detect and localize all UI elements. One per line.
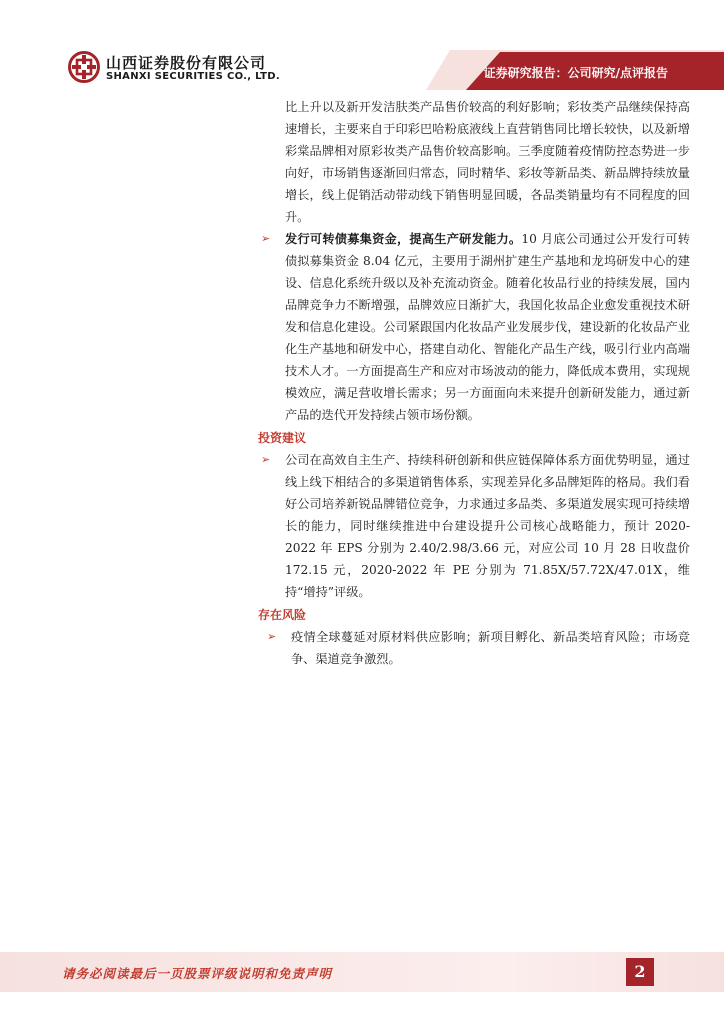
arrow-bullet-icon: ➢: [261, 453, 271, 466]
bullet-item-investment: [258, 449, 690, 603]
report-body: [258, 96, 690, 670]
bullet-lead: 发行可转债募集资金，提高生产研发能力。: [285, 232, 522, 246]
bullet-item-risk: [258, 626, 690, 670]
arrow-bullet-icon: ➢: [261, 232, 271, 245]
report-type-label: 证券研究报告：公司研究/点评报告: [483, 66, 668, 80]
company-logo-icon: [68, 51, 100, 83]
page-header: [0, 0, 724, 100]
page-number: 2: [626, 958, 654, 986]
risk-text: 疫情全球蔓延对原材料供应影响；新项目孵化、新品类培育风险；市场竞争、渠道竞争激烈。: [291, 630, 690, 666]
company-name-en: SHANXI SECURITIES CO., LTD.: [106, 71, 280, 82]
section-title-investment: 投资建议: [258, 431, 307, 445]
disclaimer-text: 请务必阅读最后一页股票评级说明和免责声明: [62, 966, 333, 981]
section-title-risk: 存在风险: [258, 608, 307, 622]
investment-text: 公司在高效自主生产、持续科研创新和供应链保障体系方面优势明显，通过线上线下相结合的多渠道销售体系，实现差异化多品牌矩阵的格局。我们看好公司培养新锐品牌错位竞争，力求通过多品类、多渠道发展实现可持续增长的能力，同时继续推进中台建设提升公司核心战略能力，预计 2020-2022 年 EPS 分别为 2.40/2.98/3.66 元，对应公司 10 月 28 日收盘价 172.15 元，2020-2022 年 PE 分别为 71.85X/57.72X/47.01X，维持“增持”评级。: [285, 453, 690, 599]
bullet-item-convertible-bond: [258, 228, 690, 426]
continued-paragraph: 比上升以及新开发洁肤类产品售价较高的利好影响；彩妆类产品继续保持高速增长，主要来自于印彩巴哈粉底液线上直营销售同比增长较快，以及新增彩棠品牌相对原彩妆类产品售价较高影响。三季度随着疫情防控态势进一步向好，市场销售逐渐回归常态，同时精华、彩妆等新品类、新品牌持续放量增长，线上促销活动带动线下销售明显回暖，各品类销量均有不同程度的回升。: [285, 100, 690, 224]
arrow-bullet-icon: ➢: [267, 630, 277, 643]
company-name-cn: 山西证券股份有限公司: [106, 54, 267, 72]
bullet-body: 10 月底公司通过公开发行可转债拟募集资金 8.04 亿元，主要用于湖州扩建生产基地和龙坞研发中心的建设、信息化系统升级以及补充流动资金。随着化妆品行业的持续发展，国内品牌竞争力不断增强，品牌效应日渐扩大，我国化妆品企业愈发重视技术研发和信息化建设。公司紧跟国内化妆品产业发展步伐，建设新的化妆品产业化生产基地和研发中心，搭建自动化、智能化产品生产线，吸引行业内高端技术人才。一方面提高生产和应对市场波动的能力，降低成本费用，实现规模效应，满足营收增长需求；另一方面面向未来提升创新研发能力，通过新产品的迭代开发持续占领市场份额。: [285, 232, 690, 422]
page-footer: [0, 952, 724, 992]
